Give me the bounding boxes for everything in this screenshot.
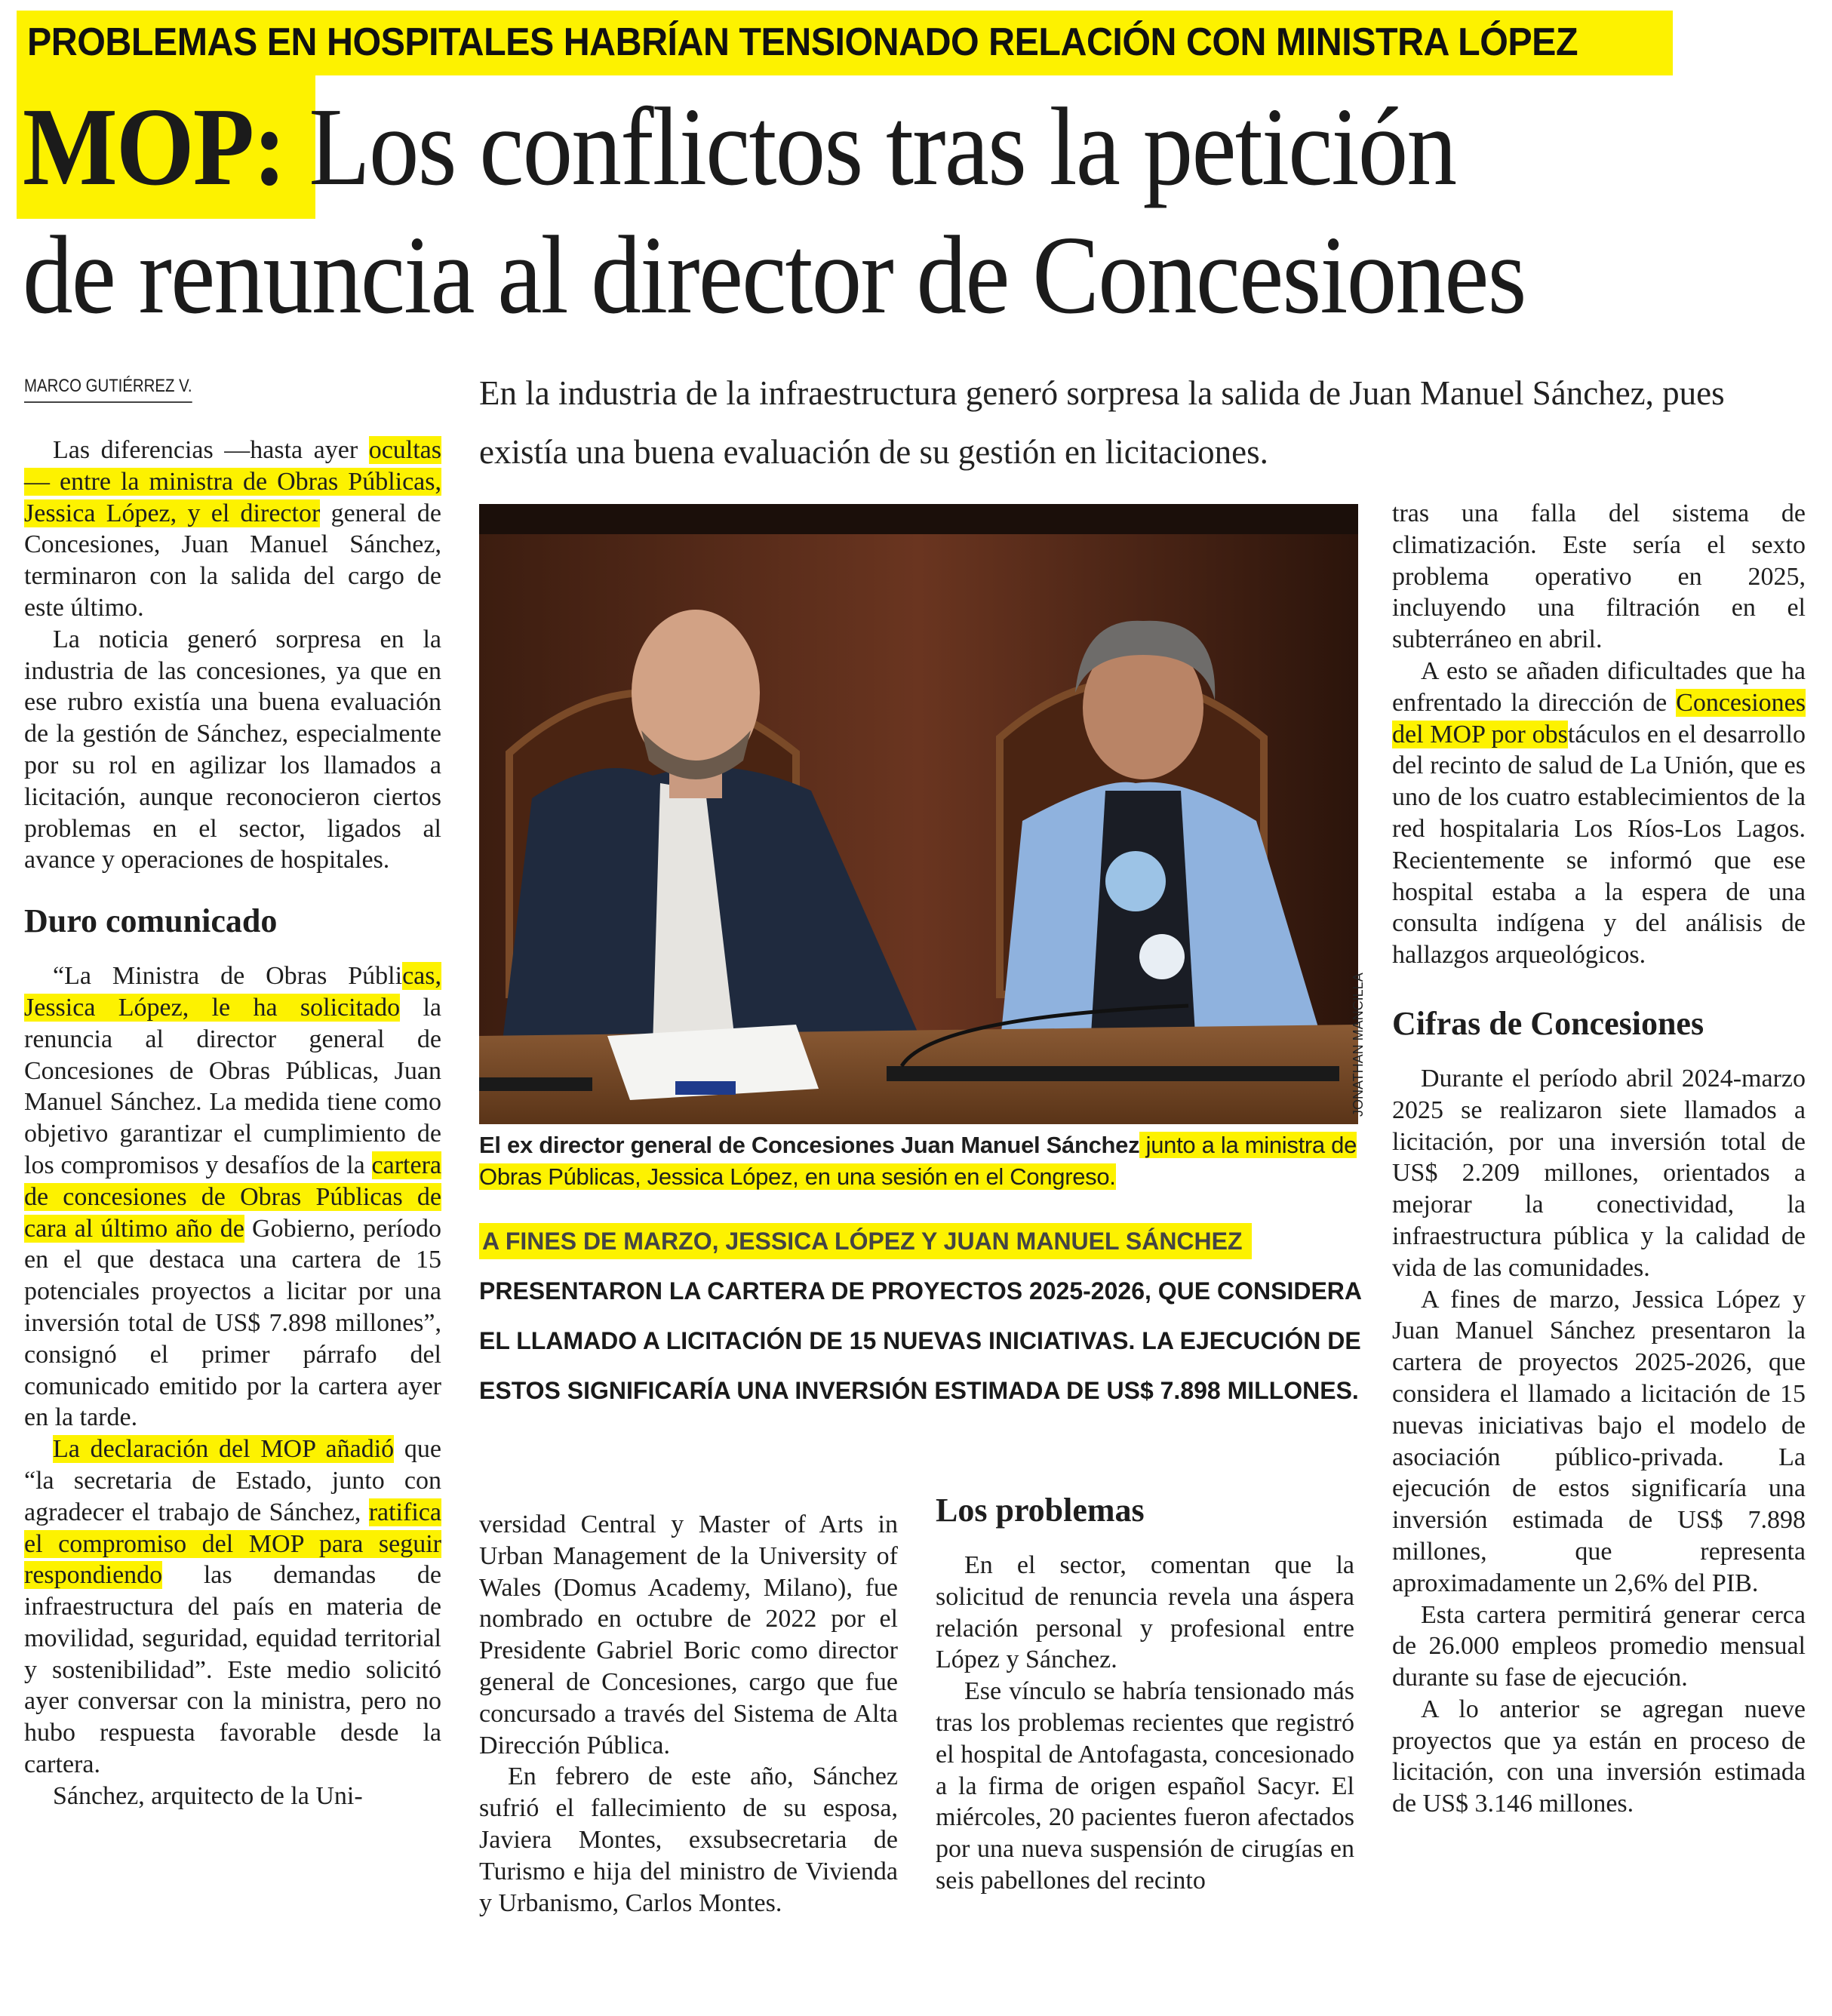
text: versidad Central y Master of Arts in Urban Management de la University of Wales (Domus Academy, Milano), fue nombrado en octubre de 2022 por el Presidente Gabriel Boric como director general de Concesiones, cargo que fue concursado a través del Sistema de Alta Dirección Pública. (479, 1510, 898, 1759)
column-4 (1392, 498, 1806, 1820)
paragraph (1392, 1063, 1806, 1284)
pull-quote (479, 1216, 1362, 1415)
paragraph (936, 1550, 1354, 1676)
paragraph (479, 1509, 898, 1761)
text: las demandas de infraestructura del país en materia de movilidad, seguridad, equidad territorial y sostenibilidad”. Este medio solicitó ayer conversar con la ministra, pero no hubo respuesta favorable desde la cartera. (24, 1561, 441, 1779)
highlighted-text: La declaración del MOP añadió (53, 1435, 395, 1464)
text: A fines de marzo, Jessica López y Juan Manuel Sánchez presentaron la cartera de proyectos 2025-2026, que considera el llamado a licitación de 15 nuevas iniciativas bajo el modelo de asociación público-privada. La ejecución de estos significaría una inversión estimada de US$ 7.898 millones, que representa aproximadamente un 2,6% del PIB. (1392, 1285, 1806, 1597)
highlighted-text: ocultas— entre la ministra de Obras Públicas, Jessica López, y el director (24, 436, 441, 527)
headline-line-2: de renuncia al director de Concesiones (23, 214, 1526, 337)
pull-quote-highlight: A FINES DE MARZO, JESSICA LÓPEZ Y JUAN MANUEL SÁNCHEZ (479, 1223, 1252, 1259)
highlighted-text: cartera de concesiones de Obras Públicas de cara al último año de (24, 1151, 441, 1243)
text: A lo anterior se agregan nueve proyectos que ya están en proceso de licitación, con una inversión estimada de US$ 3.146 millones. (1392, 1695, 1806, 1818)
deck: En la industria de la infraestructura generó sorpresa la salida de Juan Manuel Sánchez, pues existía una buena evaluación de su gestión en licitaciones. (479, 374, 1725, 471)
byline: MARCO GUTIÉRREZ V. (24, 376, 192, 403)
section-heading: Duro comunicado (24, 902, 278, 940)
text: Las diferencias —hasta ayer (53, 436, 369, 464)
caption-bold: El ex director general de Concesiones Juan Manuel Sánchez (479, 1132, 1140, 1158)
paragraph (24, 960, 441, 1434)
paragraph (24, 1781, 441, 1812)
text: táculos en el desarrollo del recinto de salud de La Unión, que es uno de los cuatro establecimientos de la red hospitalaria Los Ríos-Los Lagos. Recientemente se informó que ese hospital estaba a la espera de una consulta indígena y del análisis de hallazgos arqueológicos. (1392, 720, 1806, 970)
highlighted-text: Concesiones del MOP por obs (1392, 688, 1806, 748)
text: que “la secretaria de Estado, junto con agradecer el trabajo de Sánchez, (24, 1435, 441, 1526)
headline-prefix: MOP: (23, 85, 285, 209)
headline (23, 83, 1526, 340)
photo-caption (479, 1129, 1362, 1193)
text: Gobierno, período en el que destaca una cartera de 15 potenciales proyectos a licitar por una inversión total de US$ 7.898 millones”, consignó el primer párrafo del comunicado emitido por la cartera ayer en la tarde. (24, 1214, 441, 1432)
text: A esto se añaden dificultades que ha enfrentado la dirección de (1392, 656, 1806, 717)
column-3 (936, 1488, 1354, 1897)
caption-text: junto a la ministra de Obras Públicas, Jessica López, en una sesión en el Congreso. (479, 1132, 1357, 1190)
paragraph (24, 1434, 441, 1781)
paragraph (479, 1761, 898, 1919)
text: tras una falla del sistema de climatización. Este sería el sexto problema operativo en 2025, incluyendo una filtración en el subterráneo en abril. (1392, 499, 1806, 654)
text: la renuncia al director general de Concesiones de Obras Públicas, Juan Manuel Sánchez. La medida tiene como objetivo garantizar el cumplimiento de los compromisos y desafíos de la (24, 993, 441, 1179)
text: Sánchez, arquitecto de la Uni- (53, 1781, 363, 1810)
highlighted-text: ratifica el compromiso del MOP para seguir respondiendo (24, 1498, 441, 1590)
text: “La Ministra de Obras Públi (53, 962, 403, 991)
paragraph (1392, 656, 1806, 971)
column-2 (479, 1509, 898, 1919)
kicker-banner (17, 11, 1673, 75)
headline-line-1: Los conflictos tras la petición (284, 85, 1456, 209)
column-1 (24, 435, 441, 1812)
section-heading: Cifras de Concesiones (1392, 1004, 1704, 1042)
paragraph (24, 435, 441, 624)
text: Durante el período abril 2024-marzo 2025 se realizaron siete llamados a licitación, por una inversión total de US$ 2.209 millones, orientados a mejorar la conectividad, la infraestructura pública y la calidad de vida de las comunidades. (1392, 1064, 1806, 1282)
paragraph (24, 624, 441, 876)
paragraph (936, 1676, 1354, 1897)
text: En el sector, comentan que la solicitud de renuncia revela una áspera relación personal y profesional entre López y Sánchez. (936, 1551, 1354, 1674)
highlighted-text: cas, Jessica López, le ha solicitado (24, 962, 441, 1022)
kicker-text: PROBLEMAS EN HOSPITALES HABRÍAN TENSIONADO RELACIÓN CON MINISTRA LÓPEZ (27, 20, 1578, 64)
text: Ese vínculo se habría tensionado más tras los problemas recientes que registró el hospital de Antofagasta, concesionado a la firma de origen español Sacyr. El miércoles, 20 pacientes fueron afectados por una nueva suspensión de cirugías en seis pabellones del recinto (936, 1677, 1354, 1895)
text: Esta cartera permitirá generar cerca de 26.000 empleos promedio mensual durante su fase de ejecución. (1392, 1600, 1806, 1692)
paragraph (1392, 1284, 1806, 1600)
text: En febrero de este año, Sánchez sufrió el fallecimiento de su esposa, Javiera Montes, exsubsecretaria de Turismo e hija del ministro de Vivienda y Urbanismo, Carlos Montes. (479, 1762, 898, 1917)
paragraph (1392, 1694, 1806, 1820)
paragraph (1392, 498, 1806, 656)
pull-quote-text: PRESENTARON LA CARTERA DE PROYECTOS 2025-2026, QUE CONSIDERA EL LLAMADO A LICITACIÓN DE 15 NUEVAS INICIATIVAS. LA EJECUCIÓN DE ESTOS SIGNIFICARÍA UNA INVERSIÓN ESTIMADA DE US$ 7.898 MILLONES. (479, 1277, 1361, 1404)
photo-credit: JONATHAN MANCILLA (1351, 973, 1366, 1117)
text: general de Concesiones, Juan Manuel Sánchez, terminaron con la salida del cargo de este último. (24, 499, 441, 622)
article-photo (479, 504, 1358, 1124)
section-heading: Los problemas (936, 1492, 1145, 1529)
paragraph (1392, 1600, 1806, 1694)
photo-illustration (479, 504, 1358, 1124)
text: La noticia generó sorpresa en la industria de las concesiones, ya que en ese rubro existía una buena evaluación de la gestión de Sánchez, especialmente por su rol en agilizar los llamados a licitación, aunque reconocieron ciertos problemas en el sector, ligados al avance y operaciones de hospitales. (24, 625, 441, 874)
